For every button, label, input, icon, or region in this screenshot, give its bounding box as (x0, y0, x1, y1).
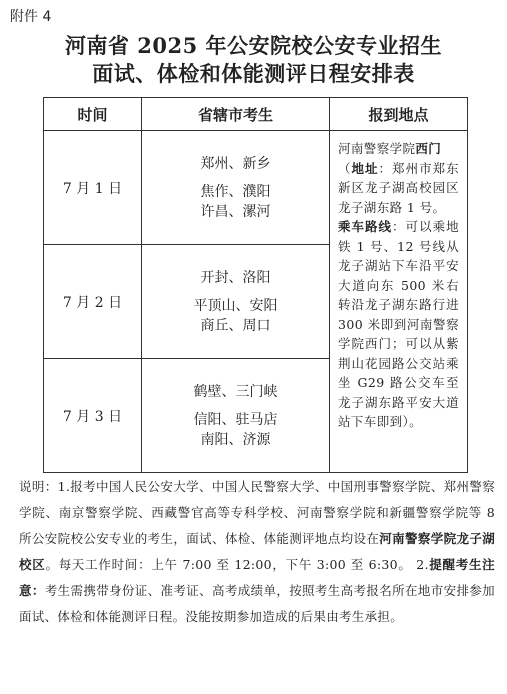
annex-label: 附件 4 (10, 9, 52, 25)
notes-text-2: 。每天工作时间：上午 7:00 至 12:00，下午 3:00 至 6:30。 2. (45, 557, 429, 572)
city-line: 平顶山、安阳 (193, 297, 278, 314)
notes-paragraph (19, 474, 495, 630)
notes-text-3: 考生需携带身份证、准考证、高考成绩单，按照考生高考报名所在地市安排参加面试、体检和体能测评日程。没能按期参加造成的后果由考生承担。 (19, 583, 495, 624)
date-cell: 7 月 3 日 (44, 359, 142, 473)
city-line: 开封、洛阳 (200, 269, 271, 286)
route-label: 乘车路线 (338, 219, 393, 234)
location-gate: 西门 (415, 141, 442, 156)
city-line: 许昌、漯河 (200, 203, 271, 220)
cities-cell (142, 359, 330, 473)
city-line: 南阳、济源 (200, 431, 271, 448)
page-title-line1: 河南省 2025 年公安院校公安专业招生 (64, 33, 443, 58)
notes-text-1: 说明：1.报考中国人民公安大学、中国人民警察大学、中国刑事警察学院、郑州警察学院、南京警察学院、西藏警官高等专科学校、河南警察学院和新疆警察学院等 8 所公安院校公安专业的考生，面试、体检、体能测评地点均设在 (19, 479, 495, 546)
header-location: 报到地点 (330, 98, 468, 131)
city-line: 焦作、濮阳 (200, 183, 271, 200)
header-cities: 省辖市考生 (142, 98, 330, 131)
address-text: ：郑州市郑东新区龙子湖高校园区龙子湖东路 1 号。 (338, 160, 459, 215)
page-title-line2: 面试、体检和体能测评日程安排表 (92, 61, 415, 86)
city-line: 商丘、周口 (200, 317, 271, 334)
city-line: 鹤壁、三门峡 (193, 383, 278, 400)
schedule-table (43, 97, 468, 473)
route-text: ：可以乘地铁 1 号、12 号线从龙子湖站下车沿平安大道向东 500 米右转沿龙子湖东路行进 300 米即到河南警察学院西门；可以从紫荆山花园路公交站乘坐 G29 路公交车至龙子湖东路平安大道站下车即到）。 (338, 219, 459, 429)
cities-cell (142, 131, 330, 245)
location-cell: 河南警察学院西门 （地址：郑州市郑东新区龙子湖高校园区龙子湖东路 1 号。 乘车路线：可以乘地铁 1 号、12 号线从龙子湖站下车沿平安大道向东 500 米右转沿龙子湖东路行进 300 米即到河南警察学院西门；可以从紫荆山花园路公交站乘坐 G29 路公交车至龙子湖东路平安大道站下车即到）。 (330, 131, 468, 473)
header-time: 时间 (44, 98, 142, 131)
date-cell: 7 月 1 日 (44, 131, 142, 245)
city-line: 信阳、驻马店 (193, 411, 278, 428)
table-row (44, 131, 468, 245)
address-label: 地址 (351, 160, 379, 176)
notes-bold-reminder: 提醒考生注意： (19, 557, 495, 598)
location-school: 河南警察学院 (338, 141, 416, 156)
date-cell: 7 月 2 日 (44, 245, 142, 359)
city-line: 郑州、新乡 (200, 155, 271, 172)
cities-cell (142, 245, 330, 359)
table-header-row (44, 98, 468, 131)
notes-bold-campus: 河南警察学院龙子湖校区 (19, 531, 495, 572)
